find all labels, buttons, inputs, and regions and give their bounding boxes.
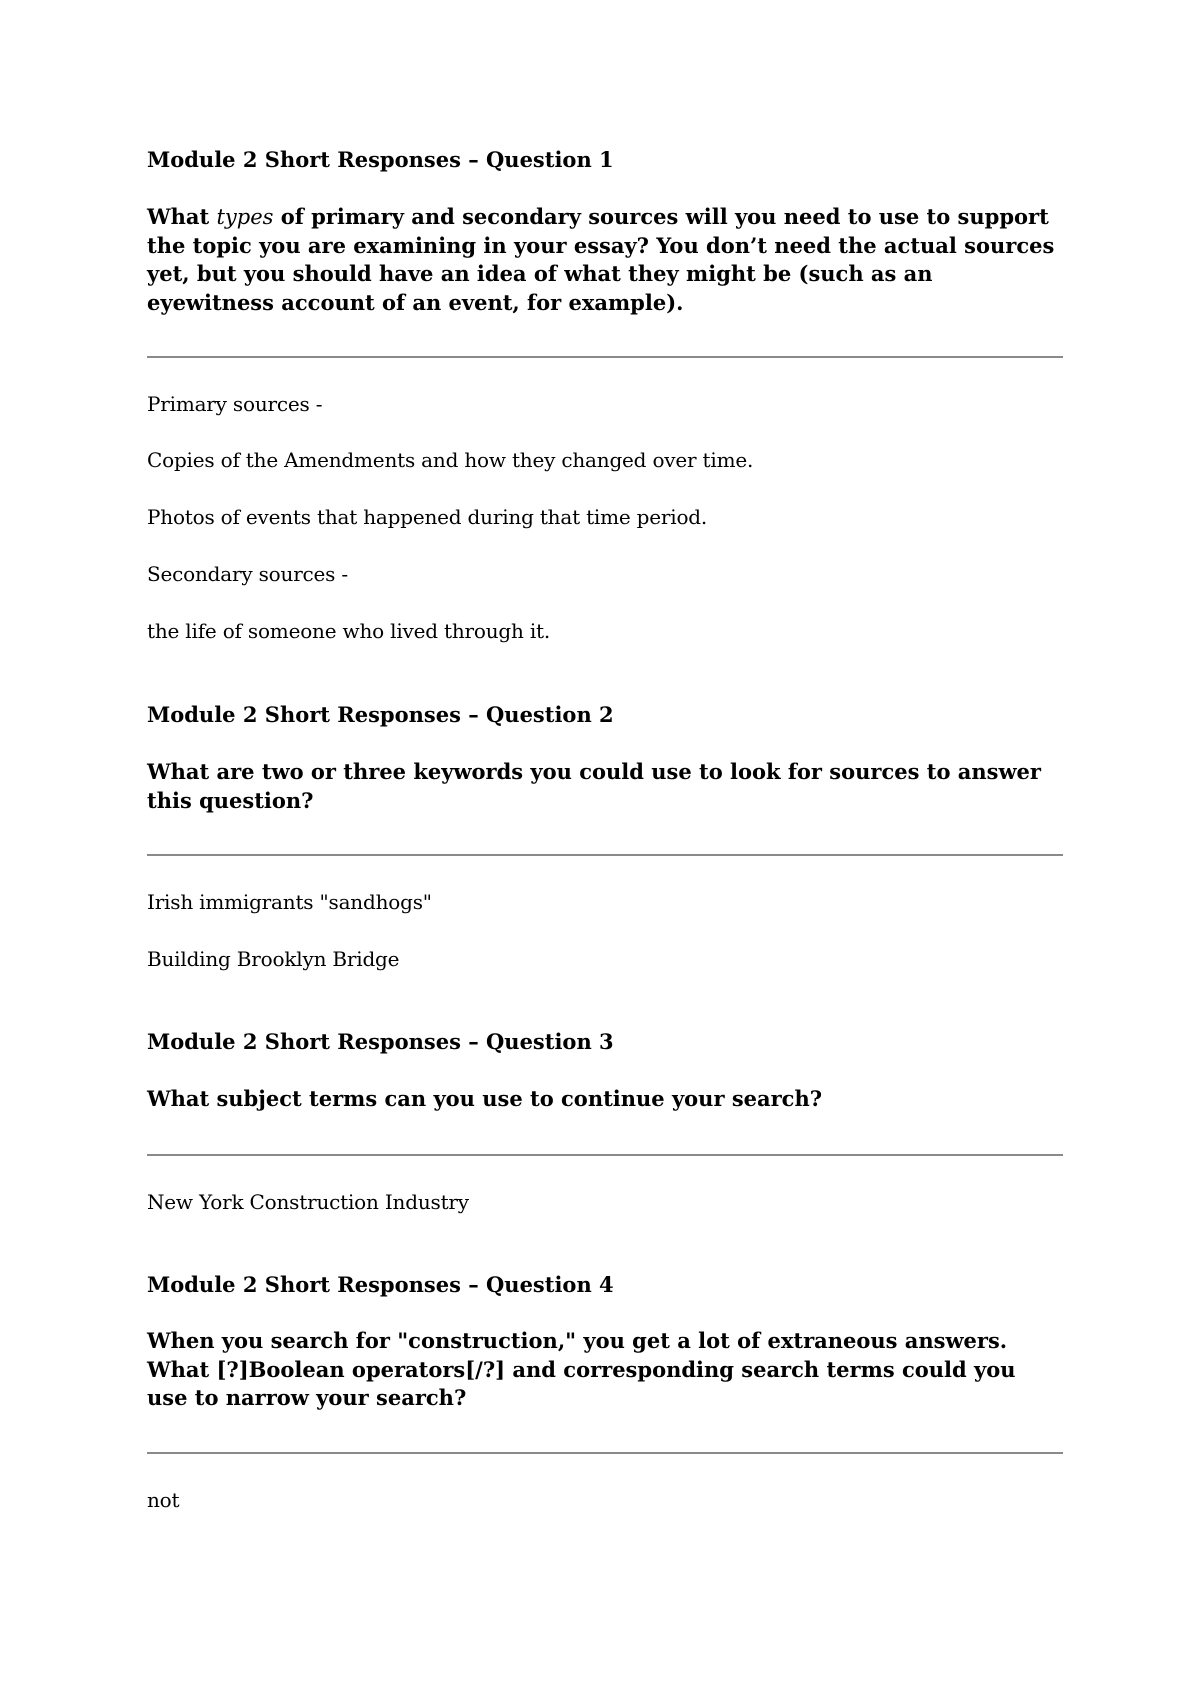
- answer-divider: [147, 1452, 1063, 1454]
- answer-line: not: [147, 1488, 180, 1512]
- question-4-heading: Module 2 Short Responses – Question 4: [147, 1272, 614, 1297]
- answer-line: Secondary sources -: [147, 562, 348, 586]
- answer-line: New York Construction Industry: [147, 1190, 469, 1214]
- answer-divider: [147, 1154, 1063, 1156]
- answer-line: Copies of the Amendments and how they changed over time.: [147, 448, 754, 472]
- answer-line: Primary sources -: [147, 392, 323, 416]
- question-1-heading: Module 2 Short Responses – Question 1: [147, 147, 614, 172]
- question-4-prompt: When you search for "construction," you get a lot of extraneous answers. What [?]Boolean operators[/?] and corresponding search terms could you use to narrow your search?: [147, 1328, 1016, 1410]
- question-2-heading: Module 2 Short Responses – Question 2: [147, 702, 614, 727]
- answer-divider: [147, 854, 1063, 856]
- question-1-prompt-start: What: [147, 204, 217, 229]
- question-1-prompt: [147, 203, 1063, 317]
- question-2-prompt: What are two or three keywords you could use to look for sources to answer this question?: [147, 759, 1041, 813]
- answer-line: the life of someone who lived through it.: [147, 619, 551, 643]
- answer-line: Photos of events that happened during that time period.: [147, 505, 708, 529]
- answer-line: Irish immigrants "sandhogs": [147, 890, 432, 914]
- answer-line: Building Brooklyn Bridge: [147, 947, 400, 971]
- question-1-prompt-emphasis: types: [216, 205, 274, 229]
- question-3-prompt: What subject terms can you use to continue your search?: [147, 1086, 823, 1111]
- question-1-prompt-end: of primary and secondary sources will you need to use to support the topic you are examining in your essay? You don’t need the actual sources yet, but you should have an idea of what they might be (such as an eyewitness account of an event, for example).: [147, 204, 1055, 315]
- answer-divider: [147, 356, 1063, 358]
- question-3-heading: Module 2 Short Responses – Question 3: [147, 1029, 614, 1054]
